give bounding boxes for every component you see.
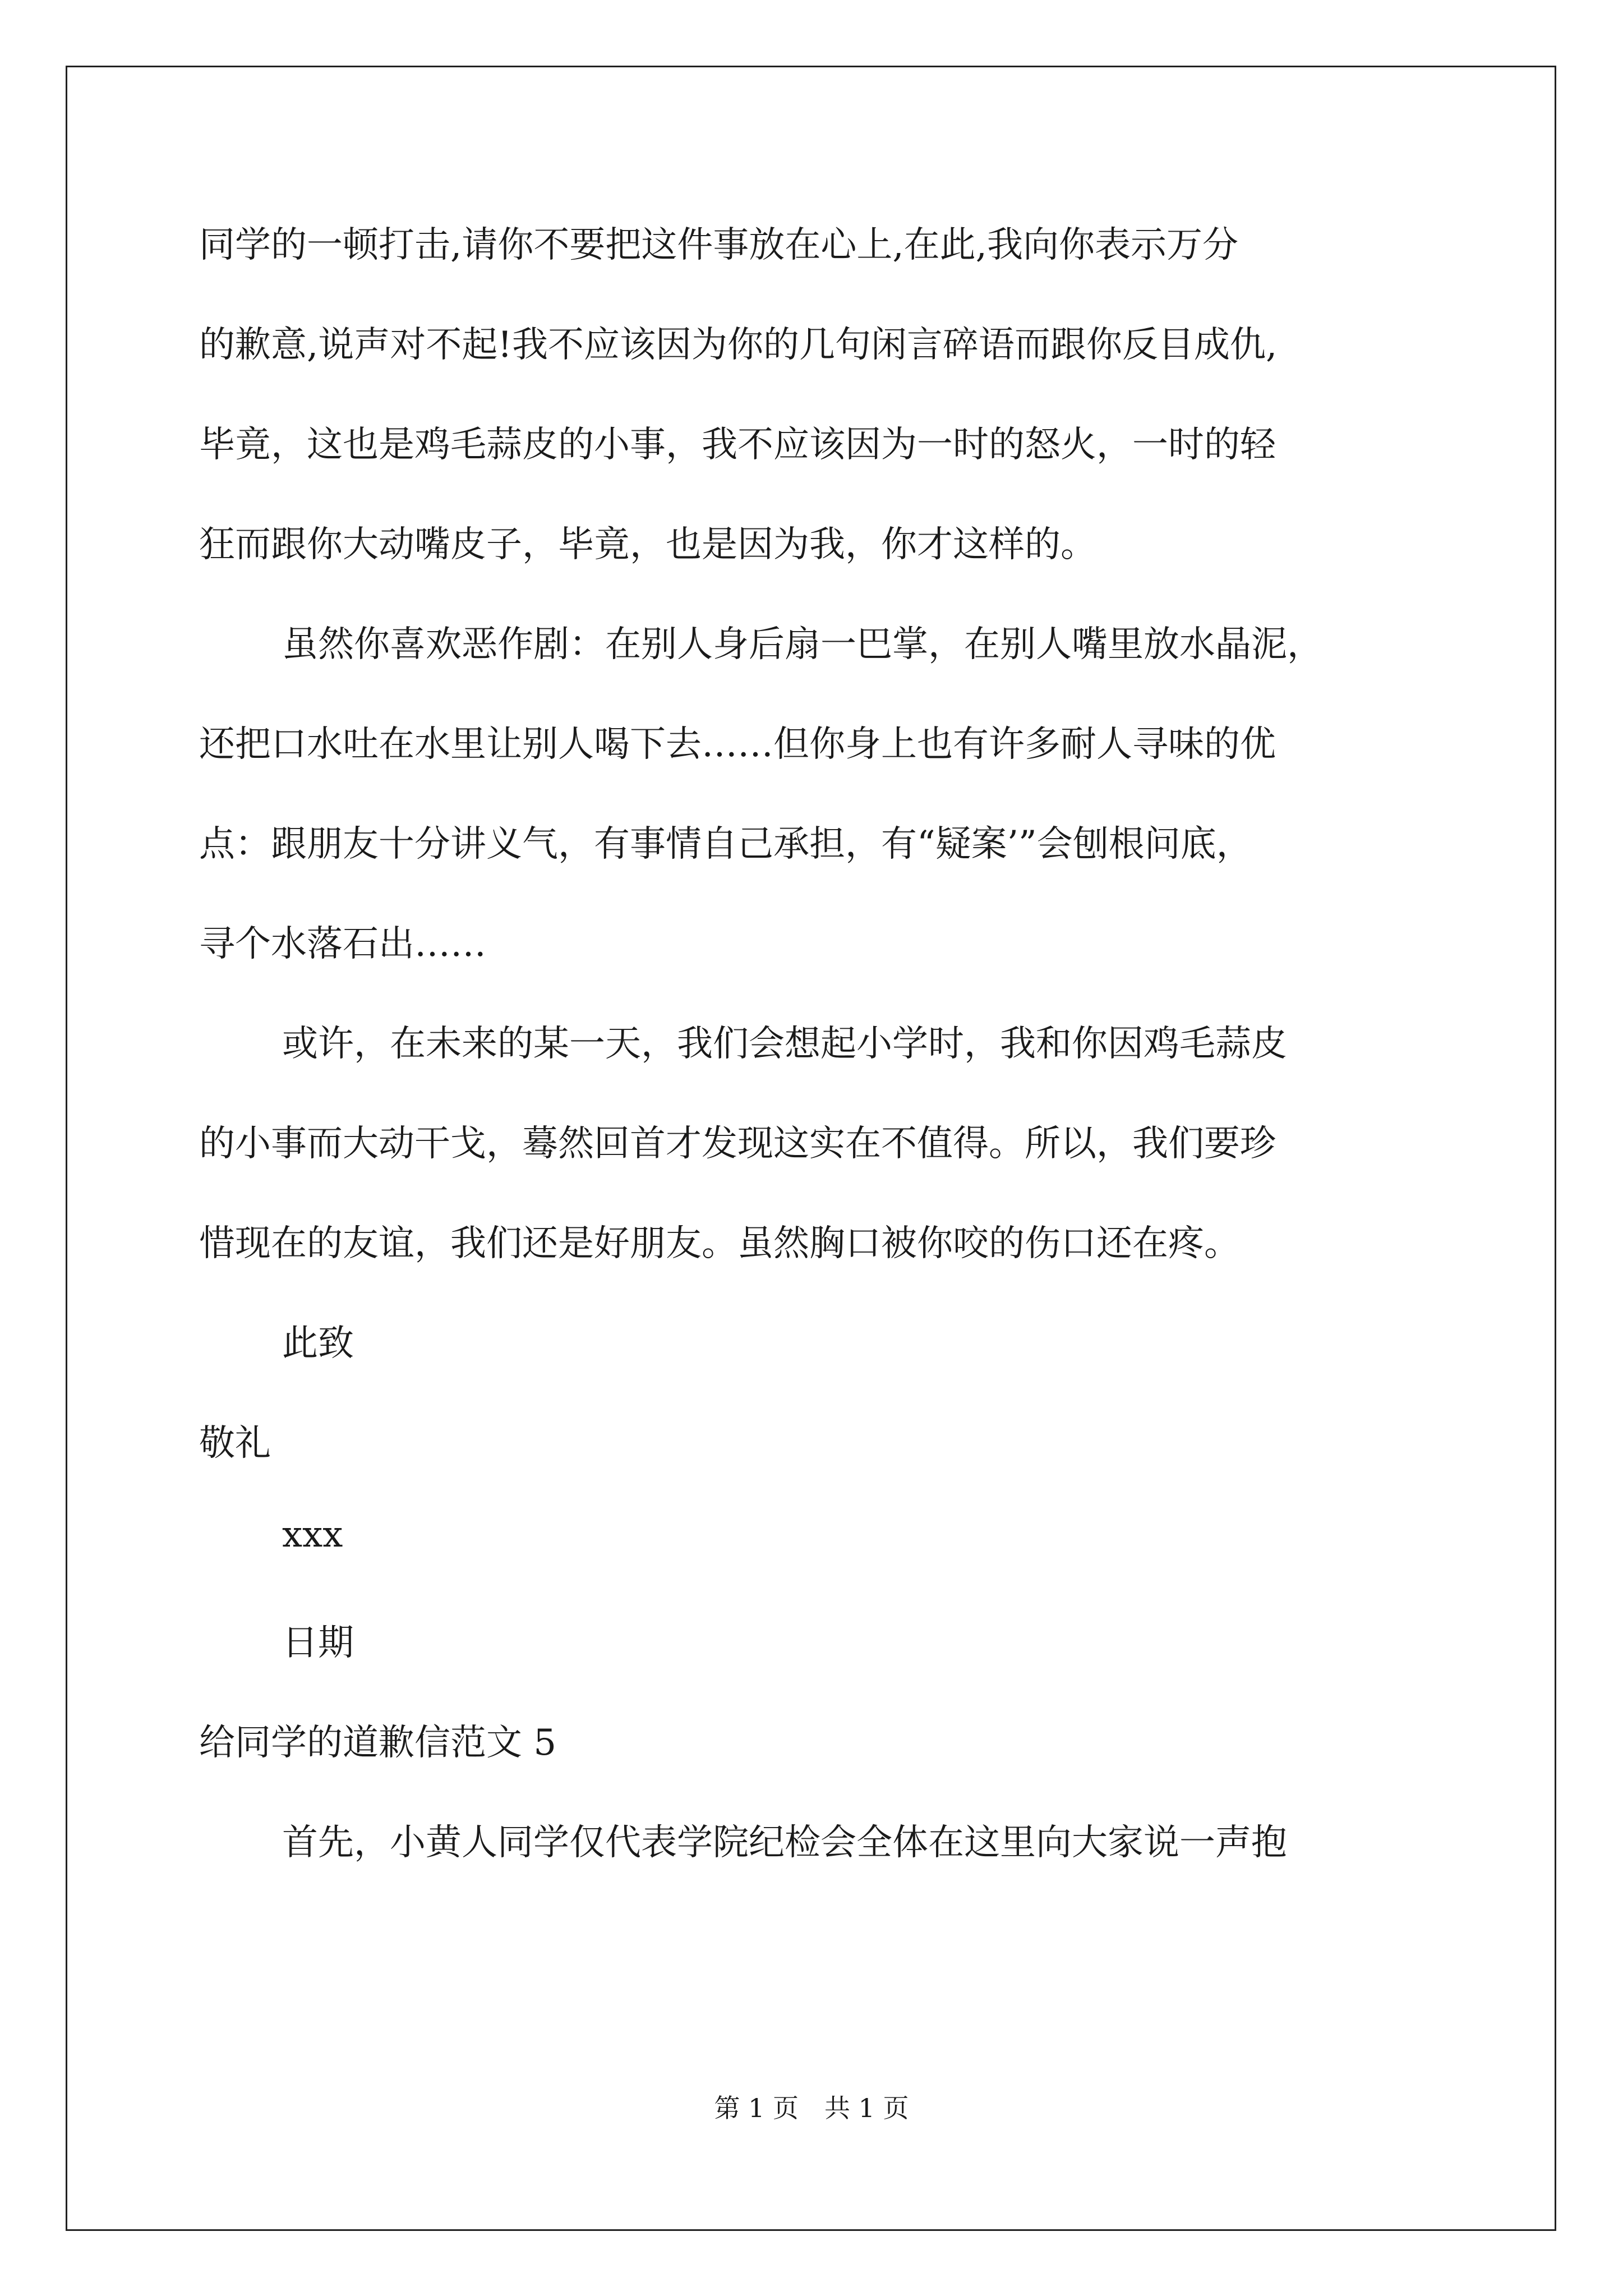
text-line: 还把口水吐在水里让别人喝下去……但你身上也有许多耐人寻味的优 bbox=[199, 724, 1276, 765]
closing-regards: 敬礼 bbox=[199, 1423, 271, 1464]
paragraph-start-line: 或许，在未来的某一天，我们会想起小学时，我和你因鸡毛蒜皮 bbox=[282, 1023, 1287, 1065]
text-line: 惜现在的友谊，我们还是好朋友。虽然胸口被你咬的伤口还在疼。 bbox=[199, 1223, 1240, 1264]
section-heading: 给同学的道歉信范文 5 bbox=[199, 1722, 557, 1764]
signature-date: 日期 bbox=[282, 1622, 354, 1664]
text-line: 的小事而大动干戈，蓦然回首才发现这实在不值得。所以，我们要珍 bbox=[199, 1123, 1276, 1165]
paragraph-start-line: 虽然你喜欢恶作剧：在别人身后扇一巴掌，在别人嘴里放水晶泥， bbox=[282, 624, 1323, 665]
text-line: 点：跟朋友十分讲义气，有事情自己承担，有“疑案’”会刨根问底， bbox=[199, 823, 1252, 865]
text-line: 同学的一顿打击,请你不要把这件事放在心上,在此,我向你表示万分 bbox=[199, 224, 1239, 266]
text-line: 的歉意,说声对不起!我不应该因为你的几句闲言碎语而跟你反目成仇, bbox=[199, 324, 1278, 366]
text-line: 寻个水落石出…… bbox=[199, 923, 486, 965]
signature-name: xxx bbox=[282, 1514, 343, 1556]
text-line: 毕竟，这也是鸡毛蒜皮的小事，我不应该因为一时的怒火，一时的轻 bbox=[199, 424, 1276, 466]
text-line: 狂而跟你大动嘴皮子，毕竟，也是因为我，你才这样的。 bbox=[199, 524, 1096, 565]
page-number-footer: 第 1 页 共 1 页 bbox=[714, 2093, 909, 2123]
closing-salutation: 此致 bbox=[282, 1323, 354, 1364]
paragraph-start-line: 首先，小黄人同学仅代表学院纪检会全体在这里向大家说一声抱 bbox=[282, 1822, 1287, 1864]
